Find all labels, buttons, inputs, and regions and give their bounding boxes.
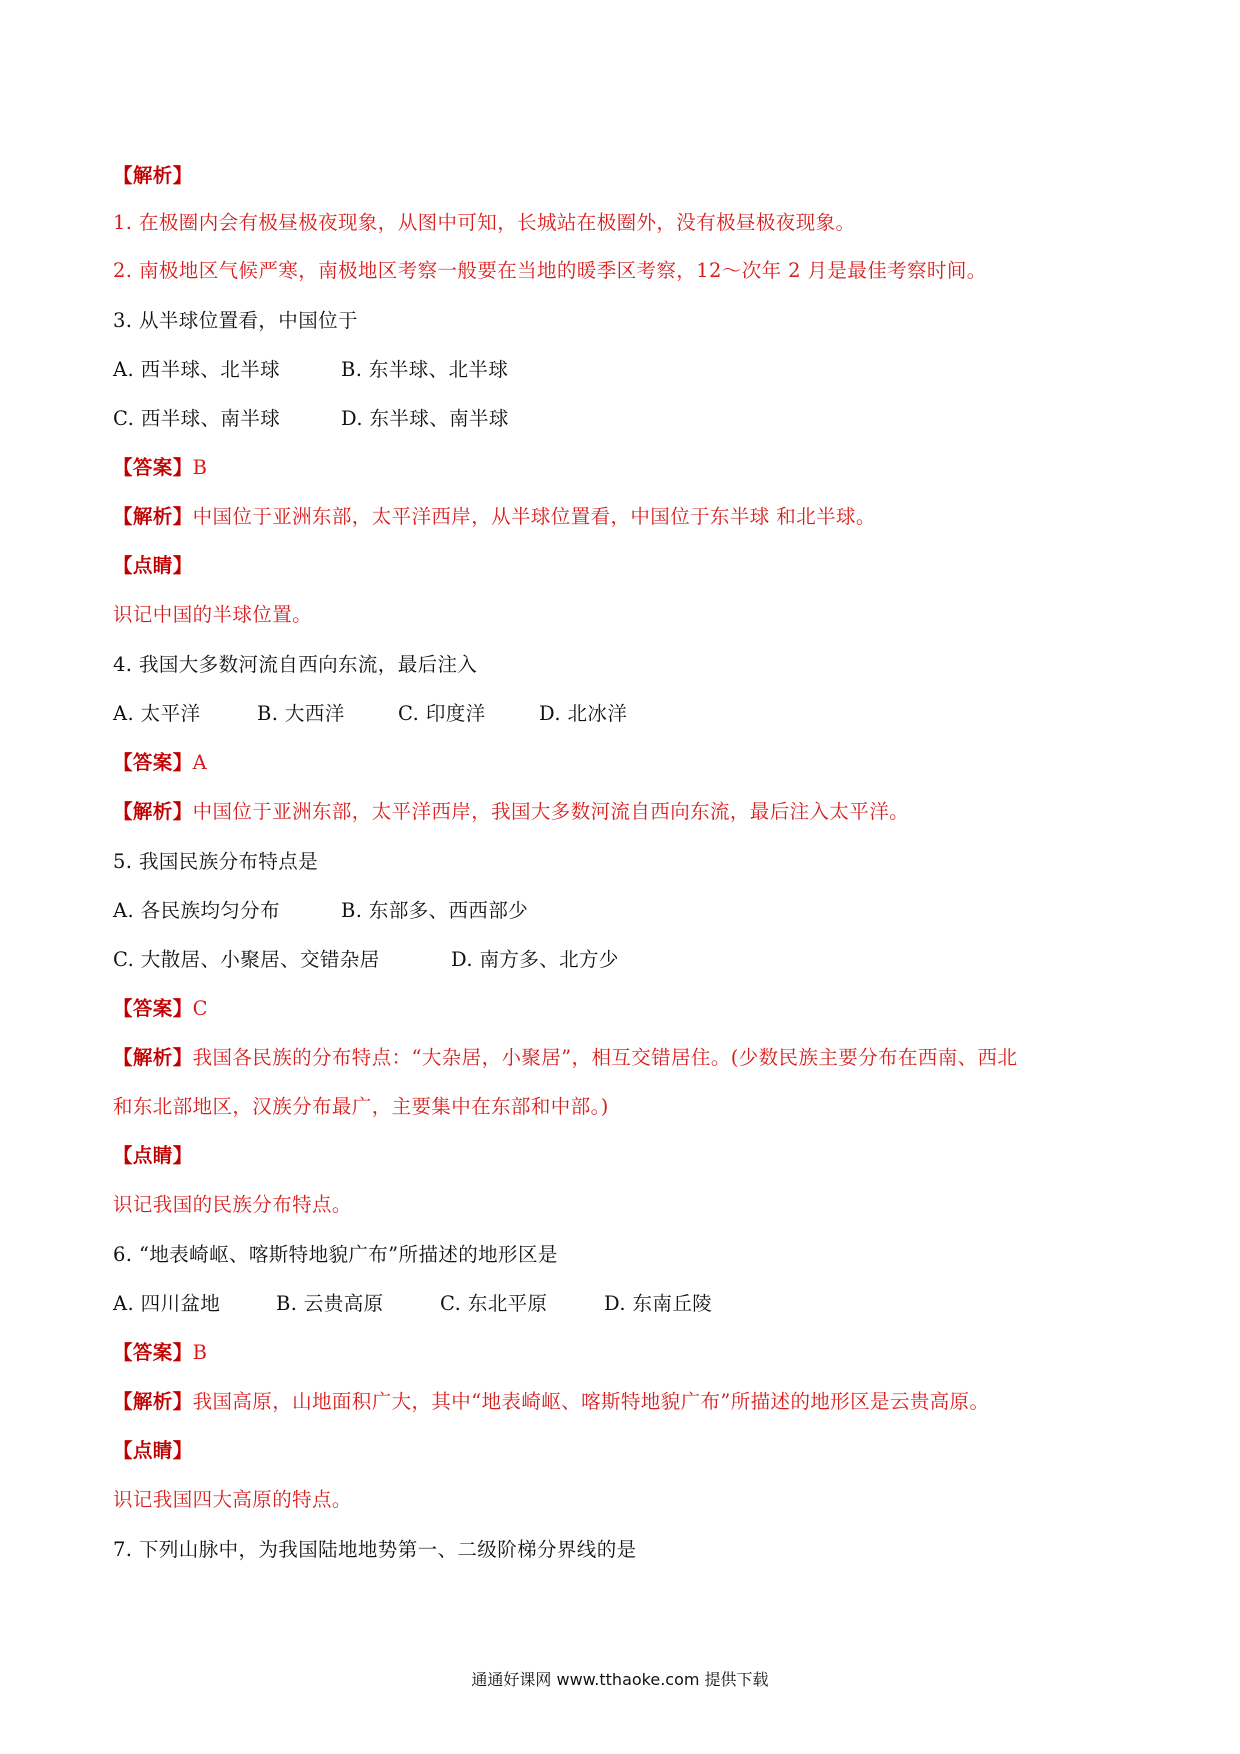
analysis-label: 【解析】 <box>113 800 193 823</box>
q6-answer <box>113 1340 207 1366</box>
explanation-heading: 【解析】 <box>113 164 193 187</box>
q3-options-row-2 <box>113 406 509 432</box>
q3-answer <box>113 455 207 481</box>
q4-stem: 4. 我国大多数河流自西向东流，最后注入 <box>113 653 478 676</box>
q4-option-b: B. 大西洋 <box>257 702 345 725</box>
q6-option-d: D. 东南丘陵 <box>604 1292 713 1315</box>
q5-analysis-line-1 <box>113 1045 1017 1071</box>
q4-options-row <box>113 701 627 727</box>
answer-label: 【答案】 <box>113 456 193 479</box>
analysis-text: 我国各民族的分布特点：“大杂居，小聚居”，相互交错居住。(少数民族主要分布在西南、西北 <box>192 1046 1018 1069</box>
q6-option-b: B. 云贵高原 <box>276 1292 384 1315</box>
q4-option-d: D. 北冰洋 <box>539 702 628 725</box>
q5-option-d: D. 南方多、北方少 <box>451 948 619 971</box>
q4-analysis <box>113 799 909 825</box>
analysis-text: 中国位于亚洲东部，太平洋西岸，从半球位置看，中国位于东半球 和北半球。 <box>192 505 876 528</box>
page-footer: 通通好课网 www.tthaoke.com 提供下载 <box>471 1670 769 1689</box>
q5-options-row-1 <box>113 898 528 924</box>
answer-value: A <box>192 751 208 774</box>
answer-value: B <box>192 1341 208 1364</box>
q6-option-a: A. 四川盆地 <box>113 1292 221 1315</box>
answer-label: 【答案】 <box>113 997 193 1020</box>
answer-label: 【答案】 <box>113 751 193 774</box>
q6-analysis <box>113 1389 989 1415</box>
q5-option-b: B. 东部多、西西部少 <box>341 899 529 922</box>
q5-option-c: C. 大散居、小聚居、交错杂居 <box>113 948 380 971</box>
q3-key: 识记中国的半球位置。 <box>113 603 313 626</box>
answer-label: 【答案】 <box>113 1341 193 1364</box>
q5-analysis-line-2: 和东北部地区，汉族分布最广，主要集中在东部和中部。) <box>113 1095 609 1118</box>
q3-options-row-1 <box>113 357 508 383</box>
q3-analysis <box>113 504 876 530</box>
analysis-text: 我国高原，山地面积广大，其中“地表崎岖、喀斯特地貌广布”所描述的地形区是云贵高原。 <box>192 1390 990 1413</box>
analysis-label: 【解析】 <box>113 1390 193 1413</box>
q3-stem: 3. 从半球位置看，中国位于 <box>113 309 358 332</box>
q6-option-c: C. 东北平原 <box>440 1292 548 1315</box>
q6-stem: 6. “地表崎岖、喀斯特地貌广布”所描述的地形区是 <box>113 1243 558 1266</box>
q6-key-label: 【点睛】 <box>113 1439 193 1462</box>
q4-option-c: C. 印度洋 <box>398 702 486 725</box>
q3-option-c: C. 西半球、南半球 <box>113 407 281 430</box>
q6-options-row <box>113 1291 712 1317</box>
q5-answer <box>113 996 208 1022</box>
q3-key-label: 【点睛】 <box>113 554 193 577</box>
q5-option-a: A. 各民族均匀分布 <box>113 899 280 922</box>
q5-stem: 5. 我国民族分布特点是 <box>113 850 319 873</box>
analysis-text: 中国位于亚洲东部，太平洋西岸，我国大多数河流自西向东流，最后注入太平洋。 <box>192 800 910 823</box>
analysis-label: 【解析】 <box>113 1046 193 1069</box>
q5-key: 识记我国的民族分布特点。 <box>113 1193 352 1216</box>
answer-value: B <box>192 456 208 479</box>
explanation-point-1: 1. 在极圈内会有极昼极夜现象，从图中可知，长城站在极圈外，没有极昼极夜现象。 <box>113 211 856 234</box>
q4-option-a: A. 太平洋 <box>113 702 201 725</box>
q4-answer <box>113 750 207 776</box>
q3-option-b: B. 东半球、北半球 <box>341 358 509 381</box>
q5-key-label: 【点睛】 <box>113 1144 193 1167</box>
analysis-label: 【解析】 <box>113 505 193 528</box>
q7-stem: 7. 下列山脉中，为我国陆地地势第一、二级阶梯分界线的是 <box>113 1538 637 1561</box>
q6-key: 识记我国四大高原的特点。 <box>113 1488 352 1511</box>
answer-value: C <box>192 997 208 1020</box>
q3-option-d: D. 东半球、南半球 <box>341 407 509 430</box>
q3-option-a: A. 西半球、北半球 <box>113 358 280 381</box>
explanation-point-2: 2. 南极地区气候严寒，南极地区考察一般要在当地的暖季区考察，12～次年 2 月是最佳考察时间。 <box>113 259 987 282</box>
q5-options-row-2 <box>113 947 619 973</box>
